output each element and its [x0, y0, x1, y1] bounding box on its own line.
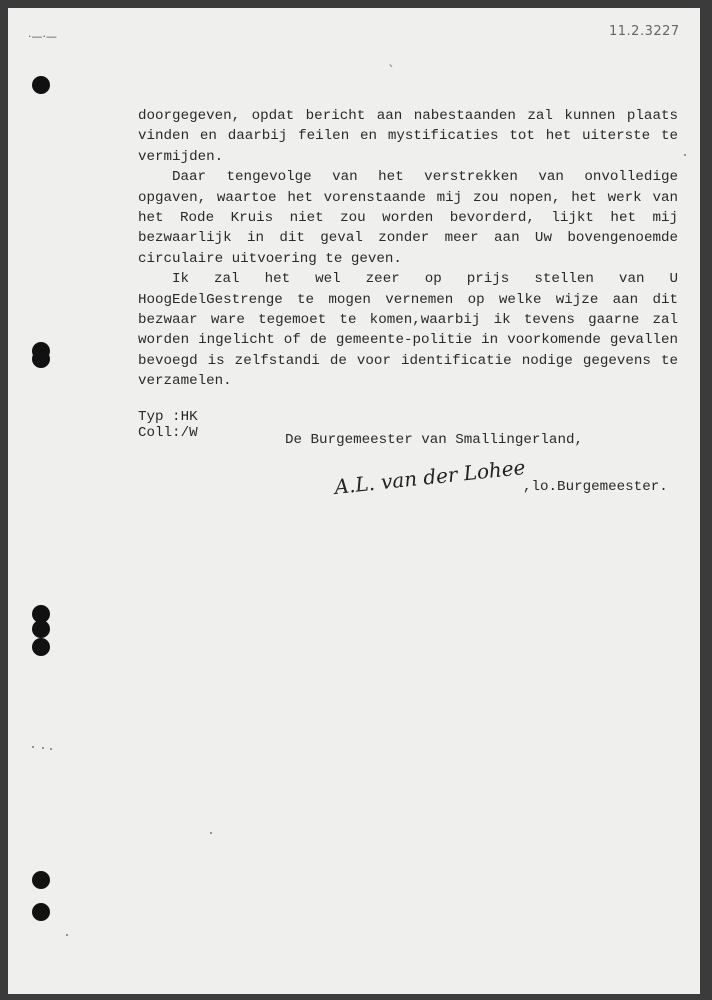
- paragraph-3: Ik zal het wel zeer op prijs stellen van U HoogEdelGestrenge te mogen vernemen op welke wijze aan dit bezwaar ware tegemoet te komen,waarbij ik tevens gaarne zal worden ingelicht of de gemeente-politie in voorkomende gevallen bevoegd is zelfstandi de voor identificatie nodige gegevens te verzamelen.: [138, 271, 678, 390]
- speck: [684, 154, 686, 156]
- top-mark: ˋ: [388, 64, 395, 80]
- paragraph-1: doorgegeven, opdat bericht aan nabestaanden zal kunnen plaats vinden en daarbij feilen en mystificaties tot het uiterste te vermijden.: [138, 108, 678, 165]
- document-page: [8, 8, 700, 994]
- collation-initials: Coll:/W: [138, 425, 198, 441]
- punch-hole: [32, 871, 50, 889]
- punch-hole: [32, 350, 50, 368]
- speck: [32, 746, 34, 748]
- signatory-role: ,lo.Burgemeester.: [523, 479, 668, 495]
- speck: [210, 832, 212, 834]
- paragraph-2: Daar tengevolge van het verstrekken van onvolledige opgaven, waartoe het vorenstaande mij zou nopen, het werk van het Rode Kruis niet zou worden bevorderd, lijkt het mij bezwaarlijk in dit geval zonder meer aan Uw bovengenoemde circulaire uitvoering te geven.: [138, 169, 678, 267]
- handwritten-signature: A.L. van der Lohee: [333, 455, 527, 499]
- closing-line: De Burgemeester van Smallingerland,: [285, 432, 583, 448]
- typist-initials: Typ :HK: [138, 409, 198, 425]
- punch-hole: [32, 76, 50, 94]
- punch-hole: [32, 620, 50, 638]
- punch-hole: [32, 903, 50, 921]
- archive-number: 11.2.3227: [609, 24, 680, 39]
- corner-mark: ·—·—: [28, 30, 57, 43]
- letter-body: [138, 106, 678, 392]
- speck: [66, 934, 68, 936]
- speck: [42, 747, 44, 749]
- punch-hole: [32, 638, 50, 656]
- speck: [50, 748, 52, 750]
